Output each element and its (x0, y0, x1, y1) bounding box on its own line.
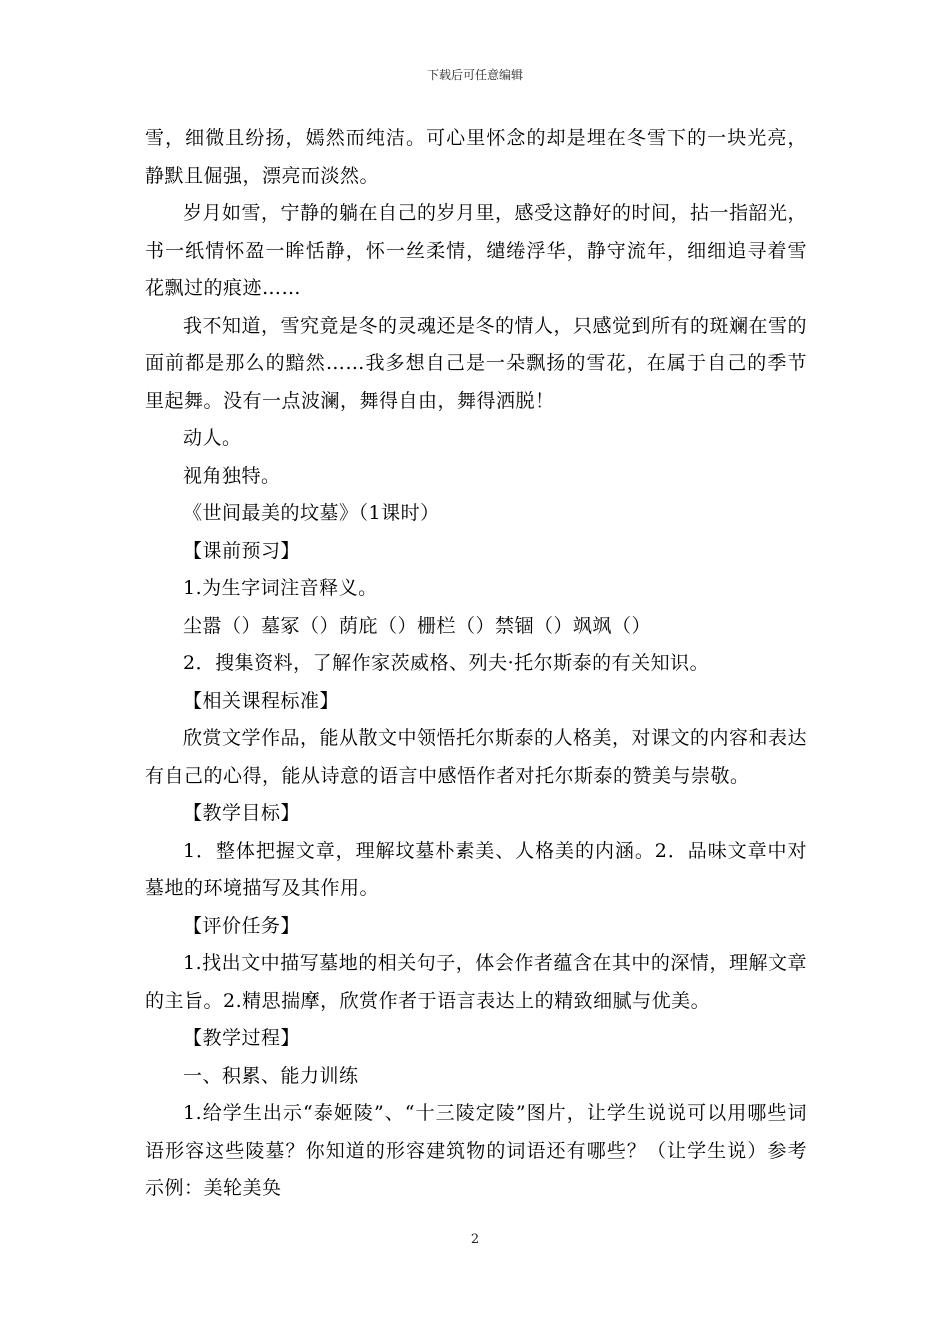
page-number: 2 (470, 1232, 480, 1247)
paragraph: 1．整体把握文章，理解坟墓朴素美、人格美的内涵。2．品味文章中对墓地的环境描写及其作用。 (145, 839, 807, 899)
paragraph: 动人。 (183, 427, 242, 449)
paragraph: 2．搜集资料，了解作家茨威格、列夫·托尔斯泰的有关知识。 (183, 652, 710, 674)
paragraph: 我不知道，雪究竟是冬的灵魂还是冬的情人，只感觉到所有的斑斓在雪的面前都是那么的黯然……我多想自己是一朵飘扬的雪花，在属于自己的季节里起舞。没有一点波澜，舞得自由，舞得洒脱！ (145, 314, 808, 412)
section-heading: 【相关课程标准】 (183, 689, 340, 712)
lesson-title: 《世间最美的坟墓》（1课时） (183, 502, 440, 524)
paragraph: 雪，细微且纷扬，嫣然而纯洁。可心里怀念的却是埋在冬雪下的一块光亮，静默且倔强，漂亮而淡然。 (145, 127, 807, 187)
subsection-heading: 一、积累、能力训练 (183, 1064, 359, 1087)
paragraph: 1.找出文中描写墓地的相关句子，体会作者蕴含在其中的深情，理解文章的主旨。2.精思揣摩，欣赏作者于语言表达上的精致细腻与优美。 (145, 952, 807, 1012)
paragraph: 欣赏文学作品，能从散文中领悟托尔斯泰的人格美，对课文的内容和表达有自己的心得，能从诗意的语言中感悟作者对托尔斯泰的赞美与崇敬。 (145, 727, 808, 787)
vocabulary-list: 尘嚣（）墓冢（）荫庇（）栅栏（）禁锢（）飒飒（） (183, 614, 652, 637)
paragraph: 1.给学生出示“泰姬陵”、“十三陵定陵”图片，让学生说说可以用哪些词语形容这些陵墓？你知道的形容建筑物的词语还有哪些？（让学生说）参考示例：美轮美奂 (145, 1102, 807, 1199)
page-body (145, 120, 807, 1208)
section-heading: 【评价任务】 (183, 914, 301, 937)
section-heading: 【教学过程】 (183, 1027, 301, 1049)
section-heading: 【课前预习】 (183, 539, 301, 562)
section-heading: 【教学目标】 (183, 802, 301, 824)
page-header: 下载后可任意编辑 (426, 68, 523, 82)
paragraph: 视角独特。 (183, 464, 281, 487)
paragraph: 1.为生字词注音释义。 (183, 577, 378, 599)
paragraph: 岁月如雪，宁静的躺在自己的岁月里，感受这静好的时间，拈一指韶光，书一纸情怀盈一眸恬静，怀一丝柔情，缱绻浮华，静守流年，细细追寻着雪花飘过的痕迹…… (145, 202, 808, 299)
